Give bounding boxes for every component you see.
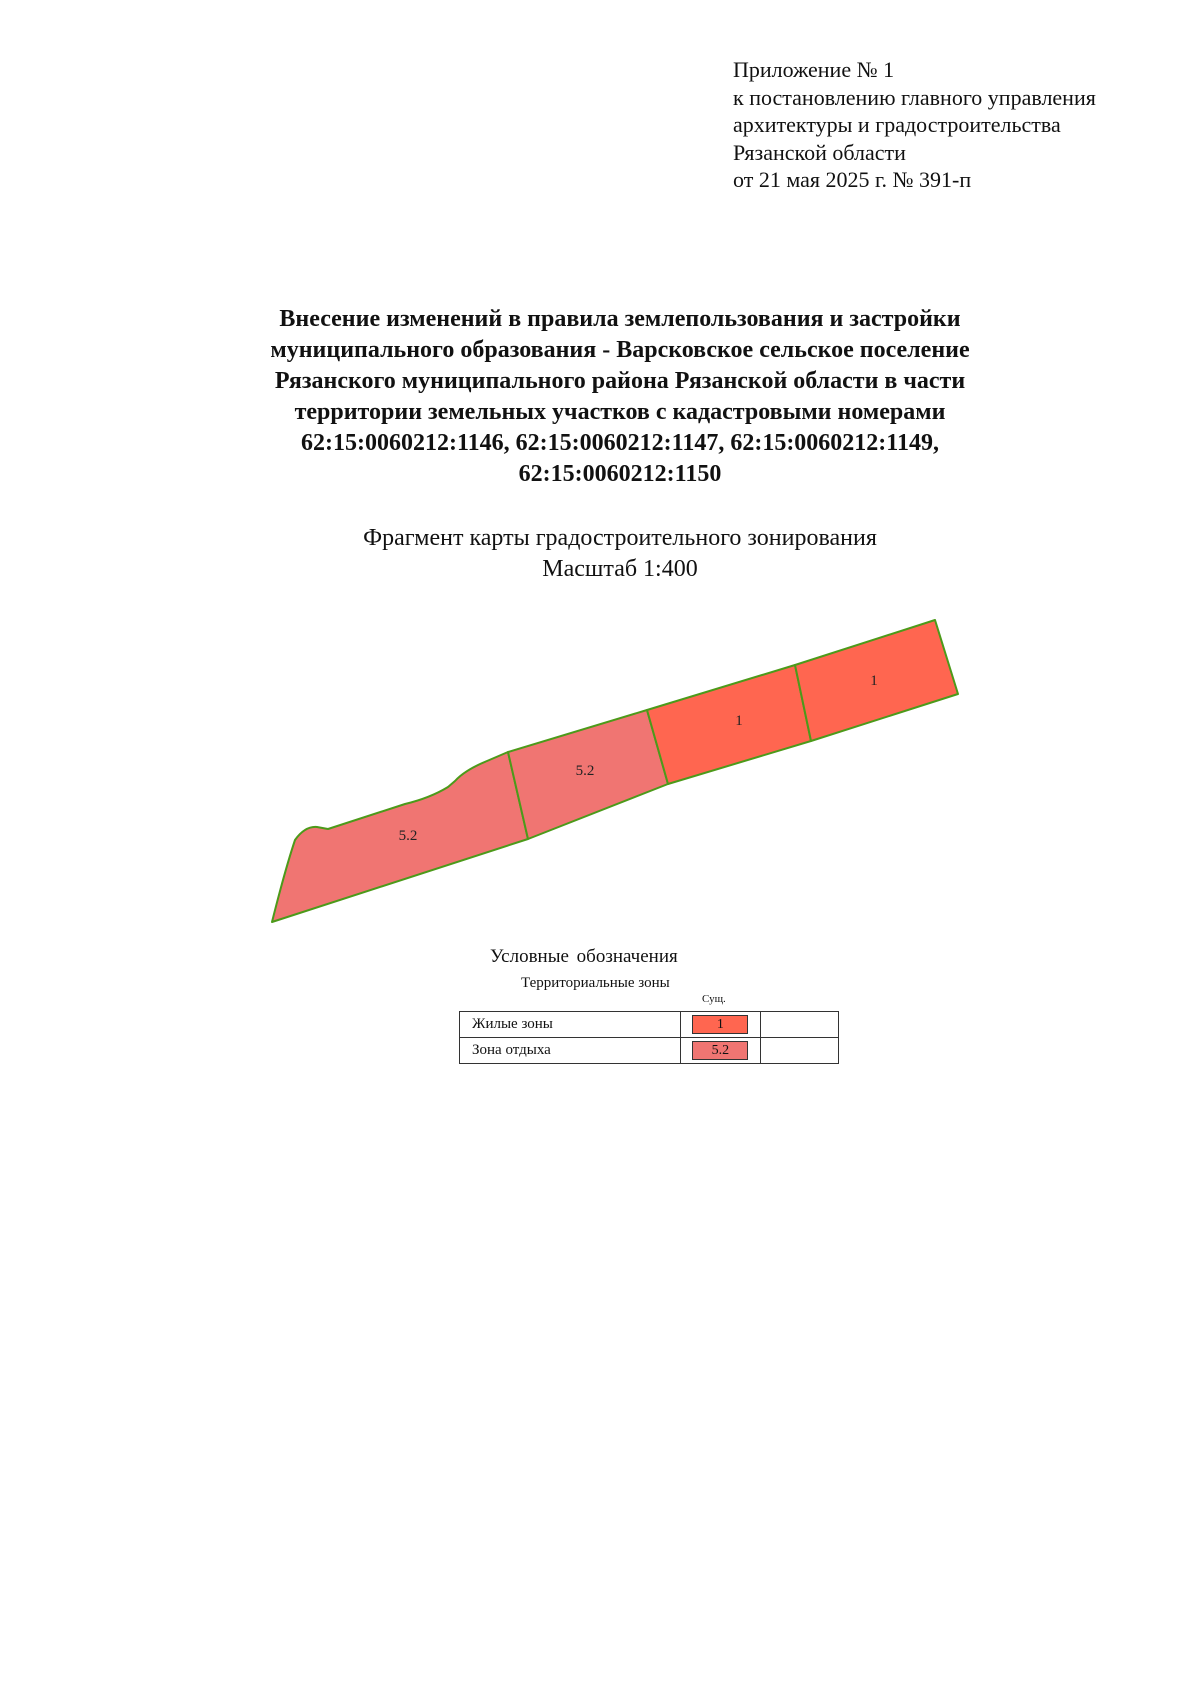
title-line: Внесение изменений в правила землепользования и застройки <box>279 306 961 332</box>
appendix-line: от 21 мая 2025 г. № 391-п <box>733 167 972 192</box>
legend-empty-cell <box>760 1012 838 1038</box>
appendix-line: Рязанской области <box>733 139 906 165</box>
zone-label: 1 <box>870 673 878 689</box>
title-line: Рязанского муниципального района Рязанской области в части <box>274 368 966 394</box>
map-scale: Масштаб 1:400 <box>542 556 698 582</box>
legend-swatch-cell <box>681 1038 761 1064</box>
legend-swatch: 5.2 <box>692 1041 748 1060</box>
legend-row-name: Жилые зоны <box>460 1012 681 1038</box>
legend-subtitle: Территориальные зоны <box>521 975 670 991</box>
legend-swatch-cell <box>681 1012 761 1038</box>
zone-label: 5.2 <box>398 828 418 844</box>
zone-parcel-residential-middle <box>647 665 811 784</box>
legend-row-name: Зона отдыха <box>460 1038 681 1064</box>
appendix-line: к постановлению главного управления <box>733 84 1096 110</box>
map-caption-text: Фрагмент карты градостроительного зонирования <box>363 525 877 551</box>
legend-row <box>460 1038 839 1064</box>
legend-column-header: Сущ. <box>702 993 726 1005</box>
appendix-line: архитектуры и градостроительства <box>733 112 1061 137</box>
zone-label: 5.2 <box>575 763 595 779</box>
legend-row <box>460 1012 839 1038</box>
title-line: 62:15:0060212:1146, 62:15:0060212:1147, 62:15:0060212:1149, <box>301 430 939 456</box>
appendix-line: Приложение № 1 <box>733 57 895 82</box>
legend-table <box>459 1011 839 1064</box>
legend-swatch: 1 <box>692 1015 748 1034</box>
title-line: муниципального образования - Варсковское сельское поселение <box>270 337 970 363</box>
title-line: территории земельных участков с кадастровыми номерами <box>294 399 946 425</box>
legend-empty-cell <box>760 1038 838 1064</box>
legend-title: Условные обозначения <box>490 946 678 967</box>
zone-label: 1 <box>735 713 743 729</box>
title-line: 62:15:0060212:1150 <box>518 461 722 487</box>
